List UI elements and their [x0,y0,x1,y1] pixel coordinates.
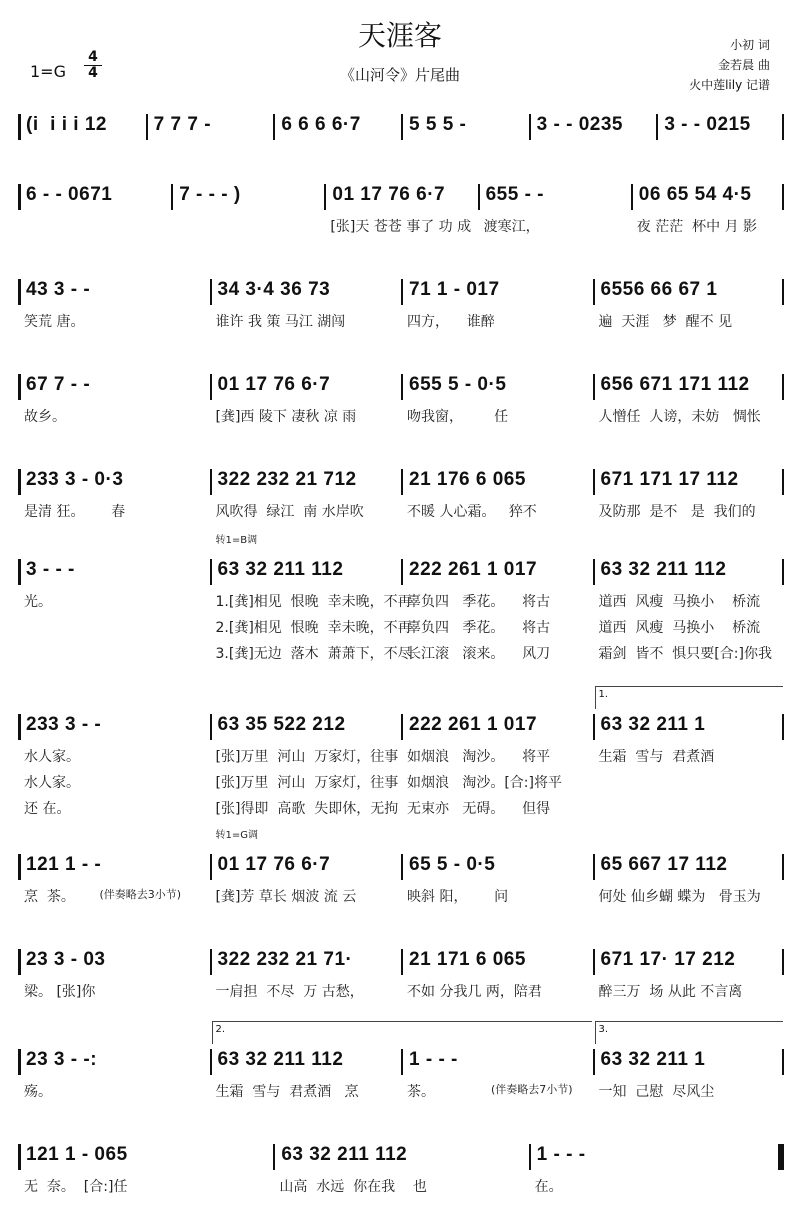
measure-notes: 7 7 7 - [153,114,212,135]
lyric-text: 无束亦 无碍。 但得 [407,801,551,817]
volta-number: 2. [215,1024,226,1035]
measure-notes: 01 17 76 6·7 [217,374,331,395]
lyric-text: 道西 风瘦 马换小 桥流 [598,620,761,636]
lyric-text: 一肩担 不尽 万 古愁， [215,984,364,1000]
bar-line [593,469,595,495]
volta-bracket [212,1021,592,1044]
measure-notes: 3 - - - [26,559,75,580]
bar-line [529,1144,531,1170]
bar-line [18,469,21,495]
lyric-text: 一知 己慰 尽风尘 [598,1084,715,1100]
lyric-text: 渡寒江， [483,219,540,235]
lyric-text: 吻我窗， 任 [407,409,509,425]
bar-line [18,854,21,880]
bar-line [18,374,21,400]
bar-line [782,279,784,305]
lyric-text: 何处 仙乡蝴 蝶为 骨玉为 [598,889,761,905]
lyric-text: 光。 [24,594,52,610]
volta-bracket [595,686,784,709]
bar-line [529,114,531,140]
bar-line [18,279,21,305]
lyricist-credit: 小初 词 [730,38,770,52]
measure-notes: 6 - - 0671 [26,184,113,205]
lyric-text: 长江滚 滚来。 风刀 [407,646,551,662]
measure-notes: 63 32 211 112 [281,1144,408,1165]
song-subtitle: 《山河令》片尾曲 [339,66,460,84]
lyric-text: 还 在。 [24,801,71,817]
bar-line [210,1049,212,1075]
measure-notes: 322 232 21 71· [217,949,353,970]
bar-line [401,469,403,495]
bar-line [593,854,595,880]
lyric-text: 2.[龚]相见 恨晚 幸未晚，不再 [215,620,412,636]
lyric-text: 茶。 [407,1084,435,1100]
key-change-mark: 转1=G调 [215,830,258,841]
bar-line [478,184,480,210]
lyric-text: [张]得即 高歌 失即休，无拘 [215,801,399,817]
interlude-note: (伴奏略去3小节) [99,888,182,901]
lyric-text: 是清 狂。 春 [24,504,126,520]
lyric-text: 山高 水远 你在我 也 [279,1179,427,1195]
measure-notes: 7 - - - ) [179,184,241,205]
lyric-text: 故乡。 [24,409,66,425]
bar-line [210,279,212,305]
lyric-text: [张]万里 河山 万家灯，往事 [215,775,399,791]
lyric-text: 水人家。 [24,775,80,791]
time-signature-top: 4 [88,49,98,65]
bar-line [782,114,784,140]
bar-line [782,559,784,585]
measure-notes: 671 171 17 112 [600,469,739,490]
lyric-text: 映斜 阳， 问 [407,889,509,905]
measure-notes: 21 171 6 065 [409,949,526,970]
lyric-text: 及防那 是不 是 我们的 [598,504,756,520]
lyric-text: 人憎任 人谤，未妨 惆怅 [598,409,761,425]
bar-line [210,469,212,495]
lyric-text: 如烟浪 淘沙。[合:]将平 [407,775,562,791]
lyric-text: 无 奈。 [合:]任 [24,1179,128,1195]
measure-notes: 06 65 54 4·5 [638,184,752,205]
composer-credit: 金若晨 曲 [718,58,770,72]
lyric-text: 四方， 谁醉 [407,314,495,330]
interlude-note: (伴奏略去7小节) [491,1083,573,1096]
lyric-text: 生霜 雪与 君煮酒 [598,749,715,765]
measure-notes: 23 3 - -: [26,1049,98,1070]
measure-notes: 63 32 211 1 [600,1049,706,1070]
measure-notes: 5 5 5 - [409,114,467,135]
measure-notes: 63 32 211 1 [600,714,706,735]
bar-line [18,1144,21,1170]
bar-line [656,114,658,140]
bar-line [593,374,595,400]
measure-notes: 671 17· 17 212 [600,949,736,970]
bar-line [18,714,21,740]
measure-notes: 233 3 - - [26,714,102,735]
bar-line [782,714,784,740]
bar-line [210,714,212,740]
lyric-text: 不如 分我几 两，陪君 [407,984,542,1000]
measure-notes: 3 - - 0215 [664,114,751,135]
measure-notes: 01 17 76 6·7 [332,184,446,205]
measure-notes: 63 35 522 212 [217,714,346,735]
lyric-text: 梁。 [张]你 [24,984,96,1000]
lyric-text: 辜负四 季花。 将古 [407,594,551,610]
lyric-text: [张]万里 河山 万家灯，往事 [215,749,399,765]
bar-line [401,114,403,140]
bar-line [171,184,173,210]
lyric-text: 醉三万 场 从此 不言离 [598,984,743,1000]
measure-notes: (i i i i 12 [26,114,107,135]
bar-line [18,114,21,140]
bar-line [273,1144,275,1170]
bar-line [782,184,784,210]
bar-line [210,949,212,975]
measure-notes: 322 232 21 712 [217,469,357,490]
measure-notes: 34 3·4 36 73 [217,279,331,300]
bar-line [401,949,403,975]
lyric-text: 不暖 人心霜。 猝不 [407,504,537,520]
lyric-text: 霜剑 皆不 惧只要[合:]你我 [598,646,772,662]
bar-line [631,184,633,210]
bar-line [401,279,403,305]
measure-notes: 67 7 - - [26,374,91,395]
bar-line [782,1144,784,1170]
lyric-text: 3.[龚]无边 落木 萧萧下，不尽 [215,646,412,662]
lyric-text: 如烟浪 淘沙。 将平 [407,749,551,765]
measure-notes: 1 - - - [536,1144,586,1165]
lyric-text: 1.[龚]相见 恨晚 幸未晚，不再 [215,594,412,610]
bar-line [593,949,595,975]
key-signature: 1=G [30,62,66,81]
time-signature-bottom: 4 [84,65,102,81]
measure-notes: 21 176 6 065 [409,469,526,490]
song-title: 天涯客 [357,19,442,52]
bar-line [210,559,212,585]
bar-line [401,854,403,880]
bar-line [18,949,21,975]
lyric-text: 夜 茫茫 杯中 月 影 [636,219,758,235]
measure-notes: 71 1 - 017 [409,279,500,300]
bar-line [782,1049,784,1075]
lyric-text: 烹 茶。 [24,889,75,905]
bar-line [401,559,403,585]
bar-line [401,374,403,400]
lyric-text: 谁许 我 策 马江 湖闯 [215,314,346,330]
measure-notes: 1 - - - [409,1049,458,1070]
lyric-text: 道西 风瘦 马换小 桥流 [598,594,761,610]
measure-notes: 6556 66 67 1 [600,279,718,300]
lyric-text: [张]天 苍苍 事了 功 成 [330,219,472,235]
measure-notes: 222 261 1 017 [409,559,538,580]
lyric-text: [龚]西 陵下 凄秋 凉 雨 [215,409,357,425]
bar-line [18,559,21,585]
bar-line [324,184,326,210]
measure-notes: 655 - - [485,184,545,205]
measure-notes: 233 3 - 0·3 [26,469,124,490]
measure-notes: 63 32 211 112 [600,559,727,580]
measure-notes: 65 5 - 0·5 [409,854,496,875]
bar-line [401,714,403,740]
measure-notes: 43 3 - - [26,279,91,300]
bar-line [273,114,275,140]
measure-notes: 01 17 76 6·7 [217,854,331,875]
measure-notes: 121 1 - - [26,854,102,875]
measure-notes: 656 671 171 112 [600,374,750,395]
measure-notes: 63 32 211 112 [217,1049,344,1070]
lyric-text: 在。 [534,1179,563,1195]
measure-notes: 6 6 6 6·7 [281,114,361,135]
lyric-text: 遍 天涯 梦 醒不 见 [598,314,733,330]
bar-line [210,374,212,400]
time-signature [84,50,102,81]
transcriber-credit: 火中莲lily 记谱 [689,78,770,92]
lyric-text: 风吹得 绿江 南 水岸吹 [215,504,364,520]
bar-line [593,714,595,740]
lyric-text: 辜负四 季花。 将古 [407,620,551,636]
bar-line [210,854,212,880]
key-change-mark: 转1=B调 [215,535,258,546]
bar-line [782,374,784,400]
volta-number: 3. [598,1024,609,1035]
measure-notes: 655 5 - 0·5 [409,374,507,395]
lyric-text: 殇。 [24,1084,52,1100]
measure-notes: 222 261 1 017 [409,714,538,735]
measure-notes: 121 1 - 065 [26,1144,128,1165]
measure-notes: 63 32 211 112 [217,559,344,580]
measure-notes: 23 3 - 03 [26,949,106,970]
bar-line [146,114,148,140]
bar-line [593,279,595,305]
lyric-text: 笑荒 唐。 [24,314,85,330]
bar-line [18,184,21,210]
final-bar-line [778,1144,782,1170]
lyric-text: 水人家。 [24,749,80,765]
bar-line [593,559,595,585]
volta-number: 1. [598,689,609,700]
lyric-text: 生霜 雪与 君煮酒 烹 [215,1084,359,1100]
bar-line [593,1049,595,1075]
bar-line [782,469,784,495]
volta-bracket [595,1021,784,1044]
bar-line [18,1049,21,1075]
bar-line [782,854,784,880]
bar-line [401,1049,403,1075]
bar-line [782,949,784,975]
measure-notes: 65 667 17 112 [600,854,728,875]
measure-notes: 3 - - 0235 [536,114,623,135]
lyric-text: [龚]芳 草长 烟波 流 云 [215,889,357,905]
